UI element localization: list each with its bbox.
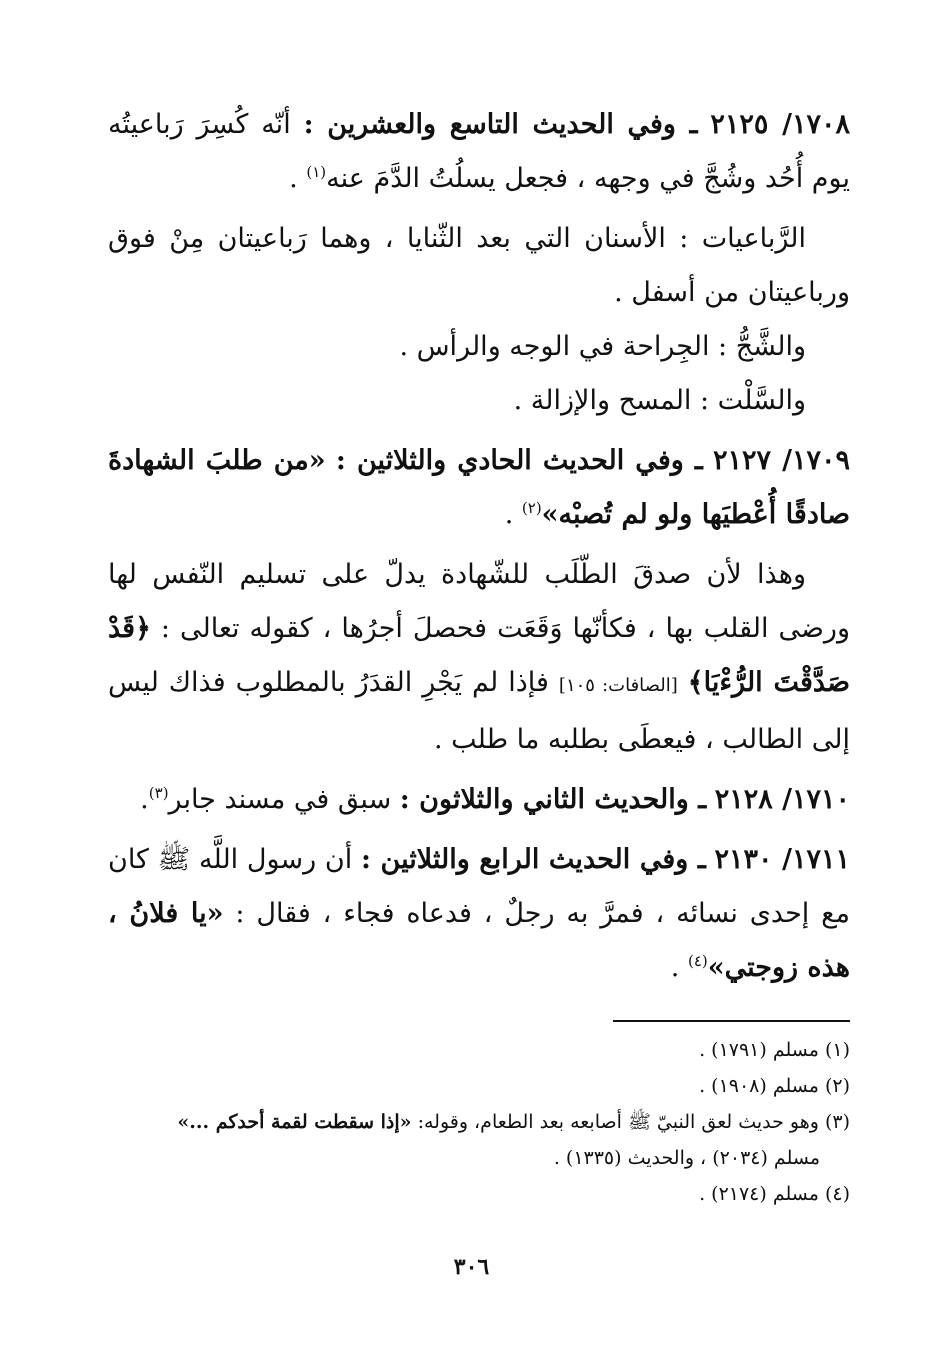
footnote-marker: (٢) xyxy=(521,499,542,517)
quran-verse: ﴿قَدْ صَدَّقْتَ الرُّءْيَا﴾ xyxy=(108,613,851,698)
hadith-entry-1711 xyxy=(108,833,850,995)
footnote-3 xyxy=(108,1104,850,1140)
footnote-marker: (١) xyxy=(306,163,327,181)
hadith-quote: «يا فلانُ ، هذه زوجتي» xyxy=(108,898,850,983)
sentence-end: . xyxy=(140,784,149,815)
commentary xyxy=(108,548,850,767)
main-text xyxy=(108,98,850,1001)
hadith-entry-1710 xyxy=(108,773,850,827)
quran-reference: [الصافات: ١٠٥] xyxy=(558,675,678,696)
footnote-3-continuation: مسلم (٢٠٣٤) ، والحديث (١٣٣٥) . xyxy=(553,1147,820,1169)
footnote-marker: (٣) xyxy=(148,784,169,802)
sentence-end: . xyxy=(289,163,298,194)
footnote-1: (١) مسلم (١٧٩١) . xyxy=(699,1039,850,1061)
footnote-3-text: (٣) وهو حديث لعق النبيّ ﷺ أصابعه بعد الطعام، وقوله: xyxy=(417,1111,850,1133)
footnote-marker: (٤) xyxy=(687,952,708,970)
hadith-heading: ـ وفي الحديث التاسع والعشرين : xyxy=(303,109,698,140)
gloss-salt: والسَّلْت : المسح والإزالة . xyxy=(513,385,806,416)
hadith-entry-1708 xyxy=(108,98,850,206)
hadith-text: سبق في مسند جابر xyxy=(168,784,392,815)
hadith-entry-1709 xyxy=(108,434,850,542)
footnote-2: (٢) مسلم (١٩٠٨) . xyxy=(699,1075,850,1097)
hadith-number: ١٧١٠/ ٢١٢٨ xyxy=(714,784,850,815)
footnote-3-quote: «إذا سقطت لقمة أحدكم ...» xyxy=(177,1111,412,1133)
sentence-end: . xyxy=(504,499,514,530)
hadith-number: ١٧١١/ ٢١٣٠ xyxy=(714,844,851,875)
hadith-heading: ـ والحديث الثاني والثلاثون : xyxy=(399,784,707,815)
page-number: ٣٠٦ xyxy=(453,1254,490,1280)
hadith-number: ١٧٠٩/ ٢١٢٧ xyxy=(713,445,850,476)
hadith-heading: ـ وفي الحديث الحادي والثلاثين : xyxy=(335,445,703,476)
footnote-4: (٤) مسلم (٢١٧٤) . xyxy=(699,1183,850,1205)
hadith-quote: «من طلبَ الشهادةَ صادقًا أُعْطيَها ولو لم تُصبْه» xyxy=(108,445,850,530)
commentary-part-1: وهذا لأن صدقَ الطّلَب للشّهادة يدلّ على تسليم النّفس لها ورضى القلب بها ، فكأنّها وَقَعَت فحصلَ أجرُها ، كقوله تعالى : xyxy=(108,559,850,644)
footnote-separator xyxy=(613,1020,850,1022)
gloss-shajj: والشَّجُّ : الجِراحة في الوجه والرأس . xyxy=(399,331,806,362)
hadith-text: أن رسول اللَّه ﷺ كان مع إحدى نسائه ، فمرَّ به رجلٌ ، فدعاه فجاء ، فقال : xyxy=(108,844,850,929)
commentary-part-2: فإذا لم يَجْرِ القدَرُ بالمطلوب فذاك ليس إلى الطالب ، فيعطَى بطلبه ما طلب . xyxy=(108,667,850,755)
footnotes xyxy=(108,1032,850,1212)
sentence-end: . xyxy=(670,952,680,983)
hadith-text: أنّه كُسِرَ رَباعيتُه يوم أُحُد وشُجَّ في وجهه ، فجعل يسلُتُ الدَّمَ عنه xyxy=(108,109,850,194)
hadith-heading: ـ وفي الحديث الرابع والثلاثين : xyxy=(361,844,706,875)
hadith-number: ١٧٠٨/ ٢١٢٥ xyxy=(710,109,850,140)
gloss-rubaiyat: الرَّباعيات : الأسنان التي بعد الثّنايا ، وهما رَباعيتان مِنْ فوق ورباعيتان من أسفل . xyxy=(108,223,850,308)
